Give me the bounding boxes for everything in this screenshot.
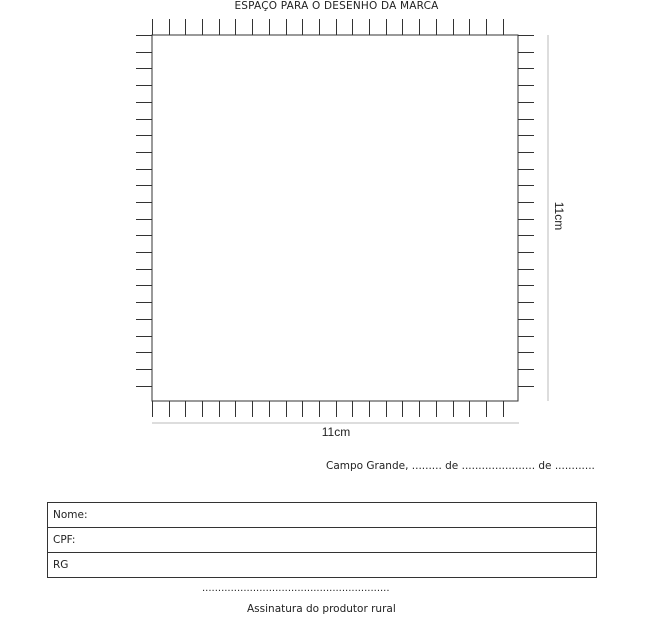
drawing-box [152,35,518,401]
cpf-field[interactable]: CPF: [48,528,596,553]
name-field[interactable]: Nome: [48,503,596,528]
ruler-ticks-bottom [153,401,504,417]
height-dimension-label: 11cm [552,201,566,231]
ruler-ticks-left [136,36,152,387]
signature-line: ........................................................... [202,583,390,594]
ruler-ticks-right [518,36,534,387]
producer-info-table [47,502,597,578]
page-title: ESPAÇO PARA O DESENHO DA MARCA [234,0,439,12]
ruler-ticks-top [153,19,504,35]
rg-field[interactable]: RG [53,559,69,571]
width-dimension-label: 11cm [321,425,351,439]
date-line: Campo Grande, ......... de ...................... de ............ [326,460,595,472]
signature-label: Assinatura do produtor rural [247,603,396,615]
